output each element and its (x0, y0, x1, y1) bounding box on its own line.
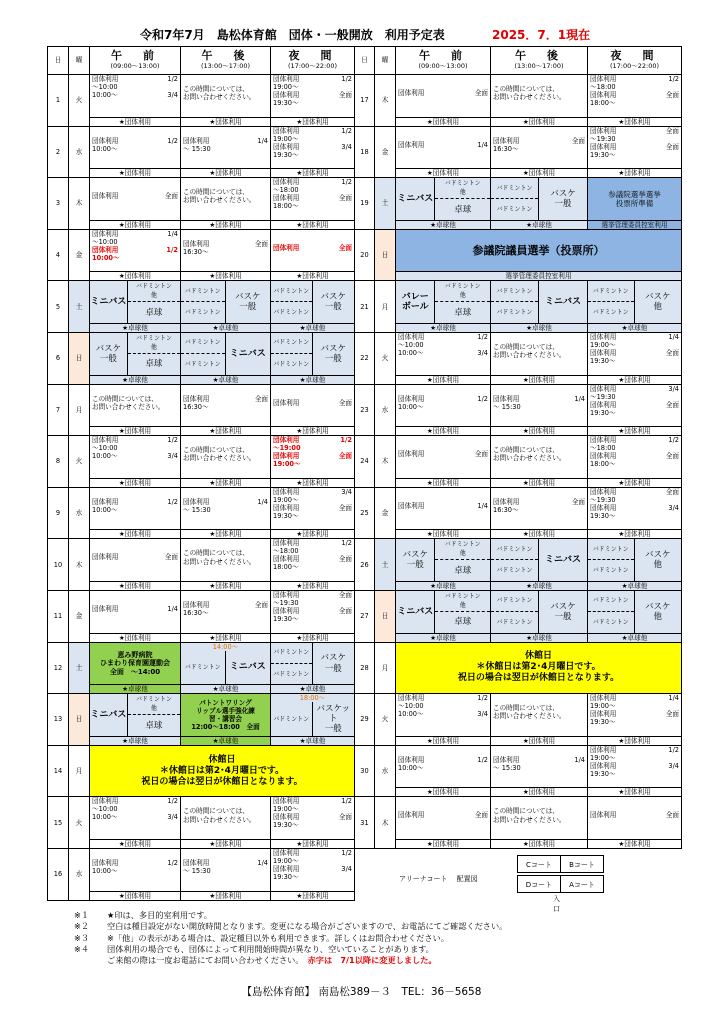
multi-room-bar: ★卓球他 (396, 581, 490, 590)
slot-cell: 団体利用 全面 16:30～ ★団体利用 (181, 590, 271, 642)
multi-room-bar: ★団体利用 (181, 426, 270, 435)
multi-room-bar: ★団体利用 (90, 529, 180, 538)
slot-cell: 団体利用 全面 ★団体利用 (396, 797, 491, 849)
am-header-right: 午 前 (09:00～13:00) (396, 47, 491, 75)
weekday: 水 (69, 487, 90, 539)
day-number: 14 (48, 745, 69, 797)
day-number: 29 (355, 694, 375, 746)
weekday: 土 (375, 539, 396, 591)
weekday: 水 (375, 745, 396, 797)
multi-room-bar: ★卓球他 (588, 581, 681, 590)
multi-room-bar: ★団体利用 (181, 633, 270, 642)
multi-room-bar: ★卓球他 (491, 220, 587, 229)
day-number: 28 (355, 642, 375, 694)
multi-room-bar: ★団体利用 (271, 220, 354, 229)
weekday: 日 (69, 332, 90, 384)
slot-cell: 団体利用 1/4 ★団体利用 (396, 487, 491, 539)
weekday: 火 (69, 797, 90, 849)
multi-room-bar: ★団体利用 (271, 633, 354, 642)
multi-room-bar: ★卓球他 (491, 323, 587, 332)
slot-cell: バドミントン バドミントン ミニバス ★卓球他 (491, 281, 588, 333)
multi-room-bar: ★卓球他 (271, 323, 354, 332)
slot-cell: 団体利用 全面 ★団体利用 (271, 384, 355, 436)
slot-cell: バドミントン バドミントン ミニバス ★卓球他 (491, 539, 588, 591)
schedule-row (48, 436, 682, 488)
multi-room-bar: ★卓球他 (181, 323, 270, 332)
footer-address: 【島松体育館】 南島松389－３ TEL：36－5658 (241, 986, 482, 998)
multi-room-bar: ★卓球他 (181, 736, 270, 745)
day-number: 25 (355, 487, 375, 539)
weekday: 火 (375, 694, 396, 746)
weekday: 木 (375, 75, 396, 127)
multi-room-bar: ★卓球他 (396, 220, 490, 229)
schedule-body (48, 75, 682, 901)
multi-room-bar: ★卓球他 (90, 736, 180, 745)
multi-room-bar: ★団体利用 (90, 117, 180, 126)
weekday: 日 (375, 229, 396, 281)
weekday: 月 (375, 281, 396, 333)
slot-cell: この時間については、 お問い合わせください。 ★団体利用 (491, 332, 588, 384)
day-number: 17 (355, 75, 375, 127)
multi-room-bar: ★団体利用 (588, 787, 681, 796)
multi-room-bar: ★団体利用 (271, 117, 354, 126)
multi-room-bar: ★団体利用 (588, 839, 681, 848)
weekday: 木 (375, 797, 396, 849)
closed-day-cell: 休館日 ＊休館日は第2･4月曜日です。 祝日の場合は翌日が休館日となります。 (90, 745, 355, 797)
slot-cell: 団体利用 全面 16:30～ ★団体利用 (491, 126, 588, 178)
multi-room-bar: ★団体利用 (396, 839, 490, 848)
slot-cell: バドミントン バドミントン バスケ 一般 ★卓球他 (181, 281, 271, 333)
multi-room-bar: ★団体利用 (271, 426, 354, 435)
slot-cell: 団体利用 全面 ★団体利用 (90, 178, 181, 230)
slot-cell: バドミントン バドミントン バスケ 他 ★卓球他 (588, 539, 682, 591)
schedule-row (48, 487, 682, 539)
multi-room-bar: ★団体利用 (271, 529, 354, 538)
night-header-right: 夜 間 (17:00～22:00) (588, 47, 682, 75)
multi-room-bar: ★卓球他 (588, 323, 681, 332)
day-number: 16 (48, 848, 69, 900)
multi-room-bar: ★卓球他 (396, 323, 490, 332)
multi-room-bar: ★卓球他 (181, 684, 270, 693)
slot-cell: 団体利用 1/4 ～ 15:30 ★団体利用 (181, 487, 271, 539)
multi-room-bar: ★団体利用 (271, 168, 354, 177)
slot-cell: 団体利用 1/2 19:00～ 団体利用 全面 19:30～ ★団体利用 (271, 75, 355, 127)
slot-cell: 団体利用 1/2 19:00～ 団体利用 3/4 19:30～ ★団体利用 (588, 745, 682, 797)
weekday: 土 (375, 178, 396, 230)
multi-room-bar: ★団体利用 (271, 839, 354, 848)
multi-room-bar: ★団体利用 (271, 581, 354, 590)
multi-room-bar: ★卓球他 (271, 736, 354, 745)
pm-header-right: 午 後 (13:00～17:00) (491, 47, 588, 75)
event-cell: パトントワリング リップル選手強化練 習・講習会 12:00～18:00 全面 ★卓球他 (181, 694, 271, 746)
slot-cell: 団体利用 1/4 ★団体利用 (396, 126, 491, 178)
day-header: 日 (48, 47, 69, 75)
weekday: 月 (69, 384, 90, 436)
slot-cell: 団体利用 全面 ★団体利用 (588, 797, 682, 849)
day-number: 2 (48, 126, 69, 178)
multi-room-bar: ★卓球他 (90, 375, 180, 384)
election-cell: 参議院議員選挙（投票所） 選挙管理委員控室利用 (396, 229, 682, 281)
day-number: 30 (355, 745, 375, 797)
multi-room-bar: ★団体利用 (181, 891, 270, 900)
weekday: 水 (375, 384, 396, 436)
slot-cell: バドミントン バドミントン バスケ 一般 ★卓球他 (271, 281, 355, 333)
multi-room-bar: ★団体利用 (90, 839, 180, 848)
note-1: ※１ ★印は、多目的室利用です。 (74, 910, 212, 920)
slot-cell: 団体利用 1/2 19:00～ 団体利用 3/4 19:30～ ★団体利用 (271, 848, 355, 900)
slot-cell: この時間については、 お問い合わせください。 ★団体利用 (90, 384, 181, 436)
slot-cell: 団体利用 1/2 10:00～ ★団体利用 (396, 384, 491, 436)
multi-room-bar: ★卓球他 (491, 633, 587, 642)
slot-cell: バドミントン バドミントン バスケ 一般 ★卓球他 (271, 332, 355, 384)
schedule-row (48, 126, 682, 178)
schedule-title: 令和7年7月 島松体育館 団体・一般開放 利用予定表 (140, 28, 445, 42)
am-header: 午 前 (09:00～13:00) (90, 47, 181, 75)
schedule-row (48, 694, 682, 746)
schedule-row (48, 75, 682, 127)
slot-cell: 団体利用 全面 ★団体利用 (396, 75, 491, 127)
slot-cell: この時間については、 お問い合わせください。 ★団体利用 (491, 436, 588, 488)
weekday: 火 (375, 332, 396, 384)
slot-cell: 団体利用 3/4 ～19:30 団体利用 全面 19:30～ ★団体利用 (588, 384, 682, 436)
court-a: Aコート (560, 875, 604, 893)
weekday: 土 (69, 281, 90, 333)
day-number: 6 (48, 332, 69, 384)
slot-cell: ミニバス バドミントン 他 卓球 ★卓球他 (396, 590, 491, 642)
multi-room-bar: ★団体利用 (181, 220, 270, 229)
slot-cell: この時間については、 お問い合わせください。 ★団体利用 (181, 178, 271, 230)
schedule-row (48, 539, 682, 591)
day-number: 15 (48, 797, 69, 849)
schedule-row (48, 590, 682, 642)
slot-cell: 団体利用 1/2 19:00～ 団体利用 3/4 19:30～ ★団体利用 (271, 126, 355, 178)
weekday-header-right: 曜 (375, 47, 396, 75)
slot-cell: 団体利用 1/2 10:00～ ★団体利用 (396, 745, 491, 797)
pm-header: 午 後 (13:00～17:00) (181, 47, 271, 75)
multi-room-bar: ★卓球他 (588, 633, 681, 642)
multi-room-bar: ★団体利用 (181, 271, 270, 280)
day-number: 12 (48, 642, 69, 694)
multi-room-bar: ★団体利用 (90, 478, 180, 487)
weekday: 水 (69, 848, 90, 900)
slot-cell: バドミントン バドミントン バスケ 他 ★卓球他 (588, 590, 682, 642)
red-change-note: 赤字は 7/1以降に変更しました。 (307, 955, 437, 966)
multi-room-bar: ★団体利用 (588, 426, 681, 435)
day-number: 10 (48, 539, 69, 591)
weekday: 水 (69, 126, 90, 178)
slot-cell: 団体利用 全面 16:30～ ★団体利用 (181, 384, 271, 436)
multi-room-bar: ★団体利用 (588, 478, 681, 487)
schedule-row (48, 229, 682, 281)
court-b: Bコート (560, 855, 604, 873)
weekday: 日 (69, 694, 90, 746)
multi-room-bar: ★団体利用 (181, 581, 270, 590)
day-number: 13 (48, 694, 69, 746)
slot-cell: 団体利用 3/4 19:00～ 団体利用 全面 19:30～ ★団体利用 (271, 487, 355, 539)
event-cell: 恵み野病院 ひまわり保育園運動会 全面 ～14:00 ★卓球他 (90, 642, 181, 694)
slot-cell: 団体利用 1/4 ～ 15:30 ★団体利用 (491, 384, 588, 436)
slot-cell: この時間については、 お問い合わせください。 ★団体利用 (491, 797, 588, 849)
slot-cell: この時間については、 お問い合わせください。 ★団体利用 (491, 694, 588, 746)
slot-cell: 団体利用 1/4 19:00～ 団体利用 全面 19:30～ ★団体利用 (588, 332, 682, 384)
multi-room-bar: ★団体利用 (271, 891, 354, 900)
slot-cell: この時間については、 お問い合わせください。 ★団体利用 (181, 797, 271, 849)
election-prep-cell: 参議院選挙選挙 投票所準備 選挙管理委員控室利用 (588, 178, 682, 230)
multi-room-bar: ★団体利用 (181, 839, 270, 848)
schedule-row (48, 642, 682, 694)
as-of-date: 2025．7．1現在 (492, 28, 591, 42)
multi-room-bar: ★団体利用 (271, 271, 354, 280)
slot-cell: この時間については、 お問い合わせください。 ★団体利用 (181, 539, 271, 591)
weekday: 火 (69, 436, 90, 488)
multi-room-bar: ★団体利用 (181, 117, 270, 126)
multi-room-bar: ★卓球他 (181, 375, 270, 384)
schedule-row (48, 178, 682, 230)
slot-cell: 団体利用 1/4 ★団体利用 (90, 590, 181, 642)
weekday-header: 曜 (69, 47, 90, 75)
multi-room-bar: ★団体利用 (491, 529, 587, 538)
day-number: 5 (48, 281, 69, 333)
weekday: 月 (69, 745, 90, 797)
slot-cell: ミニバス バドミントン 他 卓球 ★卓球他 (396, 178, 491, 230)
multi-room-bar: ★団体利用 (491, 478, 587, 487)
day-number: 31 (355, 797, 375, 849)
slot-cell: 団体利用 1/2 ～10:00 10:00～ 3/4 ★団体利用 (90, 797, 181, 849)
night-header: 夜 間 (17:00～22:00) (271, 47, 355, 75)
slot-cell: 団体利用 1/2 ～10:00 10:00～ 3/4 ★団体利用 (396, 694, 491, 746)
slot-cell: バドミントン バドミントン ミニバス ★卓球他 (181, 332, 271, 384)
slot-cell: バドミントン バドミントン バスケ 一般 ★卓球他 (271, 642, 355, 694)
closed-day-cell: 休館日 ＊休館日は第2･4月曜日です。 祝日の場合は翌日が休館日となります。 (396, 642, 682, 694)
slot-cell: 団体利用 1/2 10:00～ ★団体利用 (90, 848, 181, 900)
slot-cell: 団体利用 全面 ～19:30 団体利用 全面 19:30～ ★団体利用 (271, 590, 355, 642)
slot-cell: 団体利用 全面 ～19:30 団体利用 全面 19:30～ ★団体利用 (588, 126, 682, 178)
slot-cell: 団体利用 1/4 ～ 15:30 ★団体利用 (181, 848, 271, 900)
day-number: 27 (355, 590, 375, 642)
schedule-table (47, 46, 682, 901)
weekday: 木 (69, 539, 90, 591)
slot-cell: 団体利用 1/2 ～18:00 団体利用 全面 18:00～ ★団体利用 (271, 539, 355, 591)
multi-room-bar: ★団体利用 (396, 117, 490, 126)
slot-cell: バスケ 一般 バドミントン 他 卓球 ★卓球他 (90, 332, 181, 384)
multi-room-bar: ★団体利用 (181, 529, 270, 538)
slot-cell: 団体利用 全面 ★団体利用 (90, 539, 181, 591)
day-number: 23 (355, 384, 375, 436)
weekday: 木 (69, 178, 90, 230)
schedule-row (48, 797, 682, 849)
multi-room-bar: ★団体利用 (90, 633, 180, 642)
slot-cell: 団体利用 全面 ～19:30 団体利用 3/4 19:30～ ★団体利用 (588, 487, 682, 539)
day-number: 9 (48, 487, 69, 539)
schedule-row (48, 745, 682, 797)
slot-cell: バドミントン バドミントン バスケ 一般 ★卓球他 (491, 590, 588, 642)
multi-room-bar: ★団体利用 (396, 736, 490, 745)
multi-room-bar: ★団体利用 (396, 168, 490, 177)
multi-room-bar: ★団体利用 (90, 271, 180, 280)
multi-room-bar: ★卓球他 (90, 323, 180, 332)
day-number: 4 (48, 229, 69, 281)
multi-room-bar: ★団体利用 (588, 168, 681, 177)
multi-room-bar: ★卓球他 (271, 684, 354, 693)
slot-cell: 団体利用 1/4 ～ 15:30 ★団体利用 (181, 126, 271, 178)
court-c: Cコート (517, 855, 561, 873)
multi-room-bar: ★団体利用 (181, 478, 270, 487)
note-2: ※２ 空白は種目設定がない開放時間となります。変更になる場合がございますので、お電話にてご確認ください。 (74, 921, 508, 932)
multi-room-bar: ★団体利用 (491, 426, 587, 435)
court-layout-label: アリーナコート 配置図 (399, 875, 478, 883)
day-number: 19 (355, 178, 375, 230)
slot-cell: この時間については、 お問い合わせください。 ★団体利用 (181, 436, 271, 488)
multi-room-bar: ★団体利用 (491, 839, 587, 848)
slot-cell: 団体利用 全面 ★団体利用 (271, 229, 355, 281)
day-number: 11 (48, 590, 69, 642)
multi-room-bar: ★団体利用 (271, 478, 354, 487)
multi-room-bar: ★団体利用 (90, 891, 180, 900)
slot-cell: この時間については、 お問い合わせください。 ★団体利用 (491, 75, 588, 127)
multi-room-bar: ★団体利用 (588, 375, 681, 384)
multi-room-bar: ★団体利用 (588, 117, 681, 126)
multi-room-bar: ★団体利用 (491, 787, 587, 796)
weekday: 金 (69, 590, 90, 642)
schedule-row (48, 384, 682, 436)
note-3: ※３ ※「他」の表示がある場合は、設定種目以外も利用できます。詳しくはお問合わせください。 (74, 932, 449, 943)
slot-cell: 団体利用 1/2 ～10:00 10:00～ 3/4 ★団体利用 (90, 75, 181, 127)
day-number: 21 (355, 281, 375, 333)
slot-cell: 団体利用 全面 16:30～ ★団体利用 (181, 229, 271, 281)
day-number: 20 (355, 229, 375, 281)
slot-cell: 団体利用 1/2 10:00～ ★団体利用 (90, 126, 181, 178)
day-number: 22 (355, 332, 375, 384)
entrance-label: 入口 (553, 895, 560, 913)
multi-room-bar: ★団体利用 (588, 529, 681, 538)
slot-cell: バレー ボール バドミントン 他 卓球 ★卓球他 (396, 281, 491, 333)
slot-cell: 団体利用 1/4 ～10:00 団体利用 1/2 10:00～ ★団体利用 (90, 229, 181, 281)
slot-cell: 団体利用 1/2 ～18:00 団体利用 全面 18:00～ ★団体利用 (588, 75, 682, 127)
multi-room-bar: ★団体利用 (396, 478, 490, 487)
multi-room-bar: ★団体利用 (396, 375, 490, 384)
note-5: ご来館の際は一度お電話にてお問い合わせください。 赤字は 7/1以降に変更しました。 (107, 955, 437, 966)
multi-room-bar: ★卓球他 (396, 633, 490, 642)
day-number: 1 (48, 75, 69, 127)
day-number: 24 (355, 436, 375, 488)
day-number: 7 (48, 384, 69, 436)
multi-room-bar: ★団体利用 (491, 375, 587, 384)
slot-cell: 団体利用 1/2 ～10:00 10:00～ 3/4 ★団体利用 (90, 436, 181, 488)
slot-cell: 団体利用 1/2 ～19:00 団体利用 全面 19:00～ ★団体利用 (271, 436, 355, 488)
slot-cell: ミニバス バドミントン 他 卓球 ★卓球他 (90, 694, 181, 746)
slot-cell: 団体利用 1/2 ～10:00 10:00～ 3/4 ★団体利用 (396, 332, 491, 384)
weekday: 金 (69, 229, 90, 281)
slot-cell: 18:00～ バドミントン バスケット 一般 ★卓球他 (271, 694, 355, 746)
multi-room-bar: ★団体利用 (588, 736, 681, 745)
multi-room-bar: ★団体利用 (90, 220, 180, 229)
weekday: 月 (375, 642, 396, 694)
multi-room-bar: ★団体利用 (491, 168, 587, 177)
day-number: 18 (355, 126, 375, 178)
multi-room-bar: ★団体利用 (396, 529, 490, 538)
multi-room-bar: ★団体利用 (491, 117, 587, 126)
slot-cell: 団体利用 1/2 19:00～ 団体利用 全面 19:30～ ★団体利用 (271, 797, 355, 849)
slot-cell: 団体利用 1/2 ～18:00 団体利用 全面 18:00～ ★団体利用 (588, 436, 682, 488)
multi-room-bar: ★団体利用 (491, 736, 587, 745)
multi-room-bar: ★団体利用 (396, 426, 490, 435)
multi-room-bar: ★団体利用 (181, 168, 270, 177)
multi-room-bar: ★卓球他 (90, 684, 180, 693)
slot-cell: 団体利用 1/2 10:00～ ★団体利用 (90, 487, 181, 539)
slot-cell: バドミントン バドミントン バスケ 他 ★卓球他 (588, 281, 682, 333)
multi-room-bar: ★卓球他 (271, 375, 354, 384)
slot-cell: 団体利用 1/2 ～18:00 団体利用 全面 18:00～ ★団体利用 (271, 178, 355, 230)
page-title (0, 26, 723, 44)
multi-room-bar: ★団体利用 (396, 787, 490, 796)
multi-room-bar: ★団体利用 (90, 168, 180, 177)
slot-cell: バスケ 一般 バドミントン 他 卓球 ★卓球他 (396, 539, 491, 591)
weekday: 金 (375, 126, 396, 178)
slot-cell: 団体利用 1/4 ～ 15:30 ★団体利用 (491, 745, 588, 797)
multi-room-bar: ★団体利用 (90, 426, 180, 435)
note-4: ※４ 団体利用の場合でも、団体によって利用開始時間が異なり、空いていることがあります。 (74, 943, 434, 954)
slot-cell: 団体利用 1/4 19:00～ 団体利用 全面 19:30～ ★団体利用 (588, 694, 682, 746)
slot-cell: 団体利用 全面 16:30～ ★団体利用 (491, 487, 588, 539)
day-number: 26 (355, 539, 375, 591)
day-number: 8 (48, 436, 69, 488)
multi-room-bar: ★団体利用 (90, 581, 180, 590)
court-d: Dコート (517, 875, 561, 893)
day-header-right: 日 (355, 47, 375, 75)
slot-cell: この時間については、 お問い合わせください。 ★団体利用 (181, 75, 271, 127)
weekday: 金 (375, 487, 396, 539)
weekday: 日 (375, 590, 396, 642)
weekday: 火 (69, 75, 90, 127)
schedule-row (48, 332, 682, 384)
notes (74, 910, 507, 967)
day-number: 3 (48, 178, 69, 230)
multi-room-bar: ★卓球他 (491, 581, 587, 590)
schedule-row (48, 281, 682, 333)
weekday: 木 (375, 436, 396, 488)
slot-cell: バドミントン バドミントン バスケ 一般 ★卓球他 (491, 178, 588, 230)
weekday: 土 (69, 642, 90, 694)
slot-cell: 団体利用 全面 ★団体利用 (396, 436, 491, 488)
slot-cell: 14:00～ バドミントン ミニバス ★卓球他 (181, 642, 271, 694)
slot-cell: ミニバス バドミントン 他 卓球 ★卓球他 (90, 281, 181, 333)
